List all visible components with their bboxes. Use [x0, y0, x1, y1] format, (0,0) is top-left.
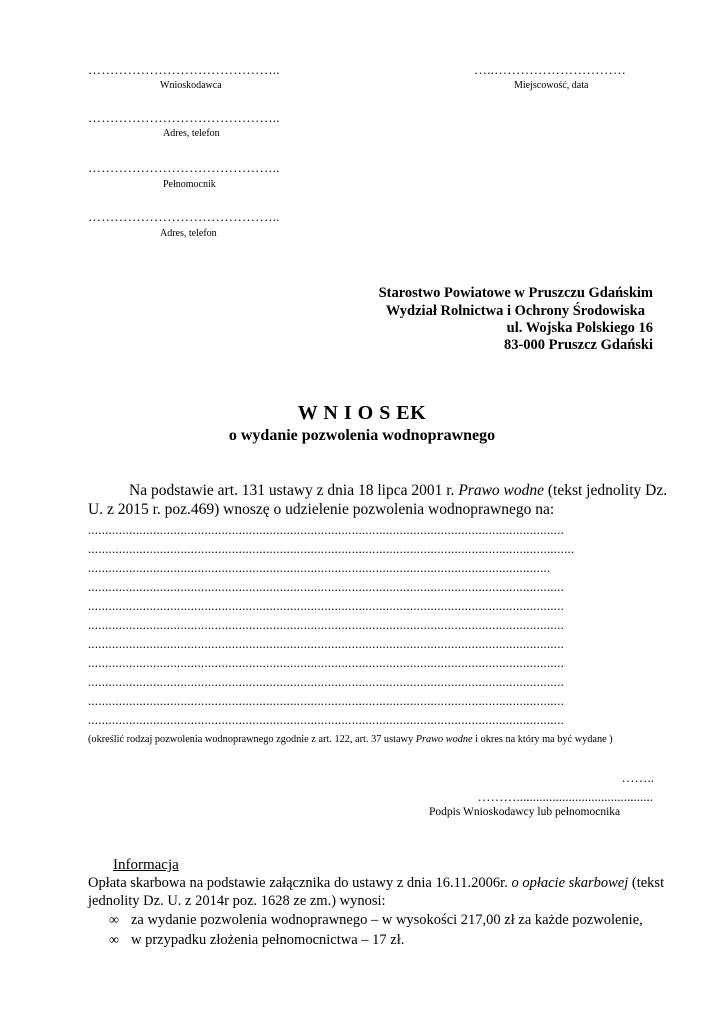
body-line-1-pre: Na podstawie art. 131 ustawy z dnia 18 lipca 2001 r. [129, 482, 459, 499]
signature-label: Podpis Wnioskodawcy lub pełnomocnika [429, 806, 621, 818]
address2-label: Adres, telefon [160, 228, 217, 239]
info-bullet-2: w przypadku złożenia pełnomocnictwa – 17 zł. [131, 932, 405, 948]
fill-line-10[interactable]: ........................................................................................................................................... [88, 694, 565, 708]
document-title: W N I O S EK [297, 402, 427, 424]
signature-dots[interactable]: ……….......................................... [477, 789, 653, 804]
proxy-dots[interactable]: …………………………………….. [88, 160, 280, 175]
recipient-line-1: Starostwo Powiatowe w Pruszczu Gdańskim [378, 285, 653, 301]
recipient-line-4: 83-000 Pruszcz Gdański [503, 337, 653, 353]
fill-line-5[interactable]: ........................................................................................................................................... [88, 599, 565, 613]
body-line-1 [129, 482, 667, 500]
place-date-dots[interactable]: …..………………………… [474, 62, 627, 77]
fill-line-11[interactable]: ........................................................................................................................................... [88, 713, 565, 727]
info-line-1-italic: o opłacie skarbowej [511, 875, 629, 891]
recipient-line-2: Wydział Rolnictwa i Ochrony Środowiska [385, 303, 645, 319]
note-post: i okres na który ma być wydane ) [472, 734, 613, 745]
infinity-bullet-icon: ∞ [109, 913, 119, 928]
info-heading: Informacja [113, 857, 179, 873]
instruction-note [88, 734, 613, 745]
note-italic: Prawo wodne [415, 734, 473, 745]
body-line-2: U. z 2015 r. poz.469) wnoszę o udzielenie pozwolenia wodnoprawnego na: [88, 501, 555, 518]
fill-line-9[interactable]: ........................................................................................................................................... [88, 675, 565, 689]
address1-label: Adres, telefon [163, 128, 220, 139]
note-pre: (określić rodzaj pozwolenia wodnoprawnego zgodnie z art. 122, art. 37 ustawy [88, 734, 416, 745]
fill-line-6[interactable]: ........................................................................................................................................... [88, 618, 565, 632]
proxy-label: Pełnomocnik [163, 179, 216, 190]
info-line-2: jednolity Dz. U. z 2014r poz. 1628 ze zm.) wynosi: [88, 893, 386, 909]
recipient-line-3: ul. Wojska Polskiego 16 [506, 320, 653, 336]
fill-line-2[interactable]: .............................................................................................................................................. [88, 542, 575, 556]
document-subtitle: o wydanie pozwolenia wodnoprawnego [228, 427, 496, 444]
applicant-label: Wnioskodawca [160, 80, 222, 91]
info-line-1-pre: Opłata skarbowa na podstawie załącznika do ustawy z dnia 16.11.2006r. [88, 875, 512, 891]
signature-dots-short[interactable]: …….. [621, 770, 654, 785]
body-line-1-post: (tekst jednolity Dz. [544, 482, 668, 499]
info-line-1-post: (tekst [628, 875, 665, 891]
fill-line-4[interactable]: ........................................................................................................................................... [88, 580, 565, 594]
fill-line-3[interactable]: ....................................................................................................................................... [88, 561, 551, 575]
info-bullet-1: za wydanie pozwolenia wodnoprawnego – w wysokości 217,00 zł za każde pozwolenie, [131, 912, 643, 928]
address2-dots[interactable]: …………………………………….. [88, 209, 280, 224]
fill-line-7[interactable]: ........................................................................................................................................... [88, 637, 565, 651]
infinity-bullet-icon: ∞ [109, 933, 119, 948]
place-date-label: Miejscowość, data [514, 80, 589, 91]
body-line-1-italic: Prawo wodne [458, 482, 544, 499]
address1-dots[interactable]: …………………………………….. [88, 110, 280, 125]
info-line-1 [88, 875, 664, 892]
applicant-dots[interactable]: …………………………………….. [88, 62, 280, 77]
fill-line-8[interactable]: ........................................................................................................................................... [88, 656, 565, 670]
fill-line-1[interactable]: ........................................................................................................................................... [88, 523, 565, 537]
